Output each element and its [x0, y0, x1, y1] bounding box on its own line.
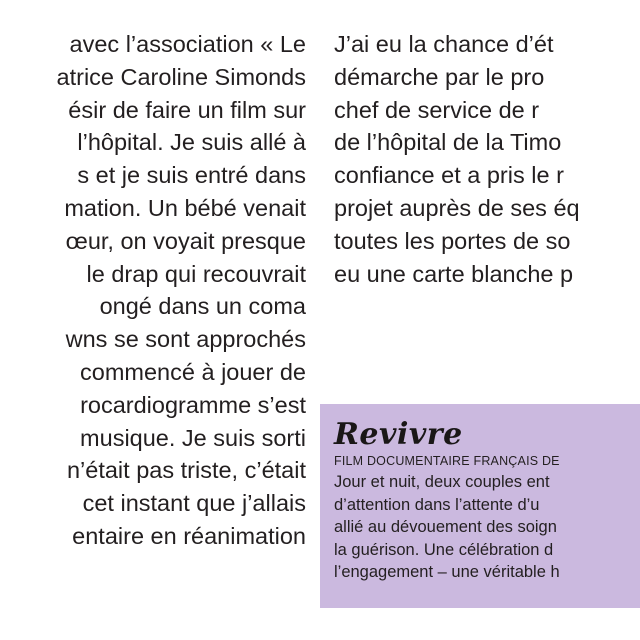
text-line: chef de service de r: [334, 96, 540, 123]
text-line: démarche par le pro: [334, 63, 545, 90]
text-line: le drap qui recouvrait: [86, 260, 306, 287]
text-line: ongé dans un coma: [99, 293, 306, 320]
synopsis-line: la guérison. Une célébration d: [334, 540, 554, 559]
article-left-column: [0, 28, 306, 553]
text-line: n’était pas triste, c’était: [66, 457, 306, 484]
text-line: mation. Un bébé venait: [64, 194, 306, 221]
text-line: commencé à jouer de: [80, 358, 306, 385]
text-line: avec l’association « Le: [69, 31, 306, 57]
text-line: J’ai eu la chance d’ét: [334, 31, 554, 57]
text-line: entaire en réanimation: [72, 522, 306, 549]
synopsis-line: allié au dévouement des soign: [334, 518, 557, 537]
text-line: ésir de faire un film sur: [68, 96, 306, 123]
text-line: atrice Caroline Simonds: [56, 63, 306, 90]
article-right-column: [334, 28, 640, 290]
text-line: projet auprès de ses éq: [334, 194, 580, 221]
film-kicker: [334, 454, 640, 469]
text-line: de l’hôpital de la Timo: [334, 129, 562, 156]
text-line: œur, on voyait presque: [65, 227, 306, 254]
synopsis-line: Jour et nuit, deux couples ent: [334, 473, 550, 491]
film-info-box: [320, 404, 640, 608]
text-line: toutes les portes de so: [334, 227, 571, 254]
text-line: rocardiogramme s’est: [80, 391, 306, 418]
text-line: cet instant que j’allais: [82, 490, 306, 517]
text-line: confiance et a pris le r: [334, 162, 564, 189]
film-synopsis: [334, 471, 640, 584]
synopsis-line: d’attention dans l’attente d’u: [334, 495, 540, 514]
text-line: s et je suis entré dans: [77, 162, 306, 189]
film-title: Revivre: [334, 417, 463, 452]
synopsis-line: l’engagement – une véritable h: [334, 563, 560, 582]
text-line: eu une carte blanche p: [334, 260, 574, 287]
text-line: musique. Je suis sorti: [80, 424, 306, 451]
film-kicker-text: FILM DOCUMENTAIRE FRANÇAIS DE: [334, 454, 560, 468]
text-line: l’hôpital. Je suis allé à: [77, 129, 306, 156]
text-line: wns se sont approchés: [65, 326, 306, 353]
